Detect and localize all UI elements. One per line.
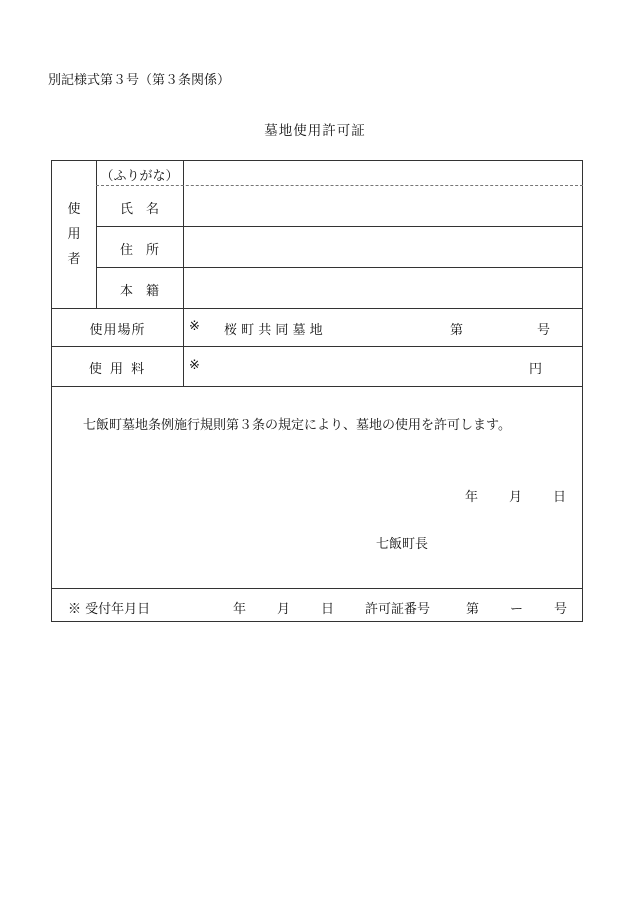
received-day: 日 [321, 602, 335, 617]
permission-date-day: 日 [553, 490, 567, 505]
furigana-label: （ふりがな） [100, 169, 179, 184]
permit-number-prefix: 第 [466, 602, 480, 617]
issuer: 七飯町長 [376, 537, 429, 552]
received-month: 月 [277, 602, 291, 617]
address-label: 住 所 [119, 243, 159, 258]
permit-number-suffix: 号 [554, 602, 568, 617]
applicant-label-char: 者 [67, 252, 81, 267]
applicant-group-label [52, 161, 96, 308]
label-column-divider [183, 161, 184, 386]
furigana-divider [96, 185, 583, 186]
location-place: 桜 町 共 同 墓 地 [224, 323, 323, 338]
form-number: 別記様式第３号（第３条関係） [48, 73, 231, 88]
location-number-suffix: 号 [537, 323, 551, 338]
location-label: 使用場所 [89, 323, 146, 338]
row-divider-location [52, 346, 583, 347]
name-label: 氏 名 [119, 202, 159, 217]
location-number-prefix: 第 [450, 323, 464, 338]
permission-date-year: 年 [465, 490, 479, 505]
row-divider-fee [52, 386, 583, 387]
row-divider-applicant [52, 308, 583, 309]
permit-number-label: 許可証番号 [365, 602, 431, 617]
applicant-label-char: 使 [67, 202, 81, 217]
received-year: 年 [233, 602, 247, 617]
fee-unit: 円 [529, 362, 543, 377]
applicant-label-char: 用 [67, 227, 81, 242]
fee-label: 使 用 料 [88, 362, 147, 377]
permit-table [51, 160, 583, 622]
document-title: 墓地使用許可証 [264, 123, 366, 139]
received-date-label: ※ 受付年月日 [68, 602, 151, 617]
row-divider-name [96, 226, 583, 227]
row-divider-address [96, 267, 583, 268]
fee-mark: ※ [189, 358, 200, 373]
row-divider-permission [52, 588, 583, 589]
permit-number-dash: ー [510, 602, 524, 617]
permission-statement: 七飯町墓地条例施行規則第３条の規定により、墓地の使用を許可します。 [83, 418, 511, 433]
location-mark: ※ [189, 319, 200, 334]
permission-date-month: 月 [509, 490, 523, 505]
domicile-label: 本 籍 [119, 284, 159, 299]
